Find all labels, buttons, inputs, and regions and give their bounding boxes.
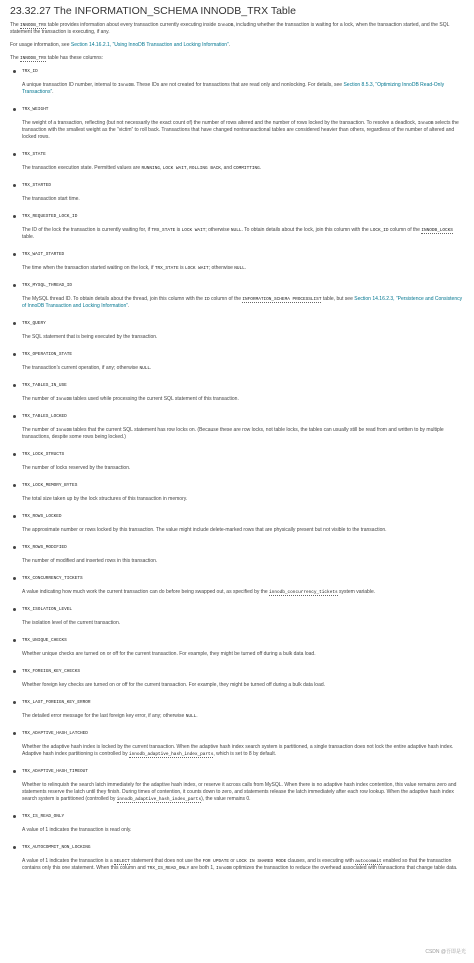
column-description: The total size taken up by the lock structures of this transaction in memory. xyxy=(22,496,188,502)
column-description: The transaction’s current operation, if any; otherwise NULL. xyxy=(22,365,152,371)
column-term xyxy=(10,730,464,737)
column-entry xyxy=(10,813,464,834)
column-term xyxy=(10,813,464,820)
column-term xyxy=(10,282,464,289)
column-description: A value indicating how much work the current transaction can do before being swapped out, as specified by the innodb_concurrency_tickets system variable. xyxy=(22,589,376,595)
column-name: TRX_QUERY xyxy=(22,321,46,326)
column-entry xyxy=(10,68,464,96)
watermark: CSDN @吾即是光 xyxy=(425,949,466,955)
column-entry xyxy=(10,699,464,720)
page-title: 23.32.27 The INFORMATION_SCHEMA INNODB_TRX Table xyxy=(10,5,296,17)
column-description: A value of 1 indicates the transaction is read only. xyxy=(22,827,132,833)
usage-section-link[interactable]: Section 14.16.2.1, “Using InnoDB Transaction and Locking Information” xyxy=(70,42,229,48)
column-entry xyxy=(10,451,464,472)
inline-code-link[interactable]: INFORMATION_SCHEMA PROCESSLIST xyxy=(242,297,322,302)
column-name: TRX_LAST_FOREIGN_KEY_ERROR xyxy=(22,700,91,705)
column-name: TRX_AUTOCOMMIT_NON_LOCKING xyxy=(22,845,91,850)
column-description: Whether the adaptive hash index is locked by the current transaction. When the adaptive hash index search system is partitioned, a single transaction does not lock the entire adaptive hash index. Adaptive hash index partitioning is controlled by innodb_adaptive_hash_index_parts, which is set to 8 by default. xyxy=(22,744,454,757)
column-description: The MySQL thread ID. To obtain details about the thread, join this column with the ID column of the INFORMATION_SCHEMA PROCESSLIST table, but see Section 14.16.2.3, “Persistence and Consistency of InnoDB Transaction and Locking Information”. xyxy=(22,296,463,309)
column-entry xyxy=(10,730,464,758)
column-entry xyxy=(10,282,464,310)
column-term xyxy=(10,699,464,706)
inline-code-link[interactable]: innodb_concurrency_tickets xyxy=(269,590,338,595)
column-description: The transaction start time. xyxy=(22,196,80,202)
column-description: The transaction execution state. Permitted values are RUNNING, LOCK WAIT, ROLLING BACK, and COMMITTING. xyxy=(22,165,262,171)
inline-code-link[interactable]: innodb_adaptive_hash_index_parts xyxy=(129,752,214,757)
column-name: TRX_MYSQL_THREAD_ID xyxy=(22,283,73,288)
table-name-code[interactable]: INNODB_TRX xyxy=(20,56,47,61)
column-entry xyxy=(10,382,464,403)
column-term xyxy=(10,668,464,675)
column-description: Whether unique checks are turned on or off for the current transaction. For example, they might be turned off during a bulk data load. xyxy=(22,651,316,657)
inline-code: COMMITTING xyxy=(233,166,260,171)
column-term xyxy=(10,844,464,851)
column-name: TRX_CONCURRENCY_TICKETS xyxy=(22,576,83,581)
column-name: TRX_ID xyxy=(22,69,38,74)
section-link[interactable]: Section 8.5.3, “Optimizing InnoDB Read-Only Transactions” xyxy=(22,82,445,95)
inline-code-link[interactable]: INNODB_LOCKS xyxy=(421,228,453,233)
column-entry xyxy=(10,637,464,658)
column-entry xyxy=(10,575,464,596)
column-name: TRX_REQUESTED_LOCK_ID xyxy=(22,214,78,219)
inline-code: NULL xyxy=(139,366,151,371)
intro-paragraph: The INNODB_TRX table provides information about every transaction currently executing inside InnoDB, including whether the transaction is waiting for a lock, when the transaction started, and the SQL statement the transaction is executing, if any. xyxy=(10,22,450,35)
column-term xyxy=(10,106,464,113)
column-term xyxy=(10,182,464,189)
inline-code: NULL xyxy=(234,266,245,271)
column-term xyxy=(10,151,464,158)
column-name: TRX_ROWS_LOCKED xyxy=(22,514,62,519)
column-description: Whether foreign key checks are turned on or off for the current transaction. For example, they might be turned off during a bulk data load. xyxy=(22,682,326,688)
column-name: TRX_STATE xyxy=(22,152,46,157)
column-term xyxy=(10,544,464,551)
column-entry xyxy=(10,413,464,441)
column-name: TRX_WAIT_STARTED xyxy=(22,252,65,257)
column-name: TRX_TABLES_IN_USE xyxy=(22,383,67,388)
column-term xyxy=(10,213,464,220)
inline-code: ROLLING BACK xyxy=(189,166,221,171)
column-entry xyxy=(10,513,464,534)
column-entry xyxy=(10,182,464,203)
column-description: The number of InnoDB tables used while processing the current SQL statement of this transaction. xyxy=(22,396,239,402)
inline-code-link[interactable]: SELECT xyxy=(114,859,130,864)
column-name: TRX_FOREIGN_KEY_CHECKS xyxy=(22,669,80,674)
column-term xyxy=(10,768,464,775)
column-term xyxy=(10,351,464,358)
column-description: Whether to relinquish the search latch immediately for the adaptive hash index, or reserve it across calls from MySQL. When there is no adaptive hash index contention, this value remains zero and statements reserve the latch until they finish. During times of contention, it counts down to zero, and statements release the latch immediately after each row lookup. When the adaptive hash index search system is partitioned (controlled by innodb_adaptive_hash_index_parts), the value remains 0. xyxy=(22,782,457,802)
column-name: TRX_UNIQUE_CHECKS xyxy=(22,638,67,643)
column-term xyxy=(10,382,464,389)
inline-code: LOCK WAIT xyxy=(184,266,209,271)
column-entry xyxy=(10,768,464,803)
column-name: TRX_LOCK_MEMORY_BYTES xyxy=(22,483,78,488)
column-description: The ID of the lock the transaction is currently waiting for, if TRX_STATE is LOCK WAIT; otherwise NULL. To obtain details about the lock, join this column with the LOCK_ID column of the INNODB_LOCKS table. xyxy=(22,227,453,240)
column-description: The number of modified and inserted rows in this transaction. xyxy=(22,558,158,564)
column-entry xyxy=(10,606,464,627)
column-term xyxy=(10,251,464,258)
column-name: TRX_ADAPTIVE_HASH_LATCHED xyxy=(22,731,88,736)
inline-code: InnoDB xyxy=(215,866,232,871)
usage-paragraph: For usage information, see Section 14.16.2.1, “Using InnoDB Transaction and Locking Information”. xyxy=(10,42,231,48)
inline-code: ID xyxy=(204,297,210,302)
column-term xyxy=(10,513,464,520)
column-entry xyxy=(10,668,464,689)
column-description: The weight of a transaction, reflecting (but not necessarily the exact count of) the number of rows altered and the number of rows locked by the transaction. To resolve a deadlock, InnoDB selects the transaction with the smallest weight as the “victim” to roll back. Transactions that have changed nontransactional tables are considered heavier than others, regardless of the number of altered and locked rows. xyxy=(22,120,459,140)
column-entry xyxy=(10,213,464,241)
column-entry xyxy=(10,106,464,141)
column-term xyxy=(10,320,464,327)
inline-code: RUNNING xyxy=(141,166,160,171)
column-description: The detailed error message for the last foreign key error, if any; otherwise NULL. xyxy=(22,713,198,719)
column-entry xyxy=(10,151,464,172)
column-entry xyxy=(10,544,464,565)
column-entry xyxy=(10,351,464,372)
column-name: TRX_LOCK_STRUCTS xyxy=(22,452,65,457)
inline-code: NULL xyxy=(230,228,242,233)
inline-code: LOCK_ID xyxy=(370,228,389,233)
table-name-code[interactable]: INNODB_TRX xyxy=(20,23,47,28)
column-term xyxy=(10,68,464,75)
column-description: A unique transaction ID number, internal to InnoDB. These IDs are not created for transactions that are read only and nonlocking. For details, see Section 8.5.3, “Optimizing InnoDB Read-Only Transactions”. xyxy=(22,82,445,95)
column-description: The SQL statement that is being executed by the transaction. xyxy=(22,334,158,340)
inline-code: NULL xyxy=(185,714,197,719)
column-name: TRX_OPERATION_STATE xyxy=(22,352,73,357)
inline-code: InnoDB xyxy=(55,428,72,433)
column-entry xyxy=(10,320,464,341)
columns-intro-paragraph: The INNODB_TRX table has these columns: xyxy=(10,55,104,61)
inline-code: LOCK WAIT xyxy=(162,166,187,171)
column-name: TRX_WEIGHT xyxy=(22,107,49,112)
inline-code: TRX_IS_READ_ONLY xyxy=(147,866,190,871)
column-term xyxy=(10,482,464,489)
column-name: TRX_ADAPTIVE_HASH_TIMEOUT xyxy=(22,769,88,774)
inline-code: InnoDB xyxy=(55,397,72,402)
column-list xyxy=(10,68,464,872)
column-term xyxy=(10,451,464,458)
column-description: The approximate number or rows locked by this transaction. The value might include delete-marked rows that are physically present but not visible to the transaction. xyxy=(22,527,387,533)
inline-code: InnoDB xyxy=(117,83,134,88)
column-entry xyxy=(10,482,464,503)
section-link[interactable]: Section 14.16.2.3, “Persistence and Consistency of InnoDB Transaction and Locking Information” xyxy=(22,296,463,309)
inline-code-link[interactable]: innodb_adaptive_hash_index_parts xyxy=(116,797,202,802)
column-description: The number of locks reserved by the transaction. xyxy=(22,465,131,471)
inline-code: FOR UPDATE xyxy=(202,859,229,864)
inline-code: LOCK IN SHARED MODE xyxy=(236,859,287,864)
column-term xyxy=(10,637,464,644)
column-description: The isolation level of the current transaction. xyxy=(22,620,121,626)
column-entry xyxy=(10,251,464,272)
column-description: The time when the transaction started waiting on the lock, if TRX_STATE is LOCK WAIT; otherwise NULL. xyxy=(22,265,247,271)
column-name: TRX_ISOLATION_LEVEL xyxy=(22,607,73,612)
column-term xyxy=(10,606,464,613)
column-description: A value of 1 indicates the transaction is a SELECT statement that does not use the FOR UPDATE or LOCK IN SHARED MODE clauses, and is executing with autocommit enabled so that the transaction contains only this one statement. When this column and TRX_IS_READ_ONLY are both 1, InnoDB optimizes the transaction to reduce the overhead associated with transactions that change table data. xyxy=(22,858,458,871)
column-name: TRX_STARTED xyxy=(22,183,51,188)
inline-code: InnoDB xyxy=(417,121,434,126)
column-name: TRX_IS_READ_ONLY xyxy=(22,814,65,819)
column-description: The number of InnoDB tables that the current SQL statement has row locks on. (Because these are row locks, not table locks, the tables can usually still be read from and written to by multiple transactions, despite some rows being locked.) xyxy=(22,427,444,440)
inline-code: TRX_STATE xyxy=(154,266,179,271)
column-term xyxy=(10,413,464,420)
column-term xyxy=(10,575,464,582)
inline-code: TRX_STATE xyxy=(151,228,176,233)
column-entry xyxy=(10,844,464,872)
column-name: TRX_TABLES_LOCKED xyxy=(22,414,67,419)
inline-code: LOCK WAIT xyxy=(181,228,206,233)
column-name: TRX_ROWS_MODIFIED xyxy=(22,545,67,550)
inline-code-link[interactable]: autocommit xyxy=(355,859,382,864)
